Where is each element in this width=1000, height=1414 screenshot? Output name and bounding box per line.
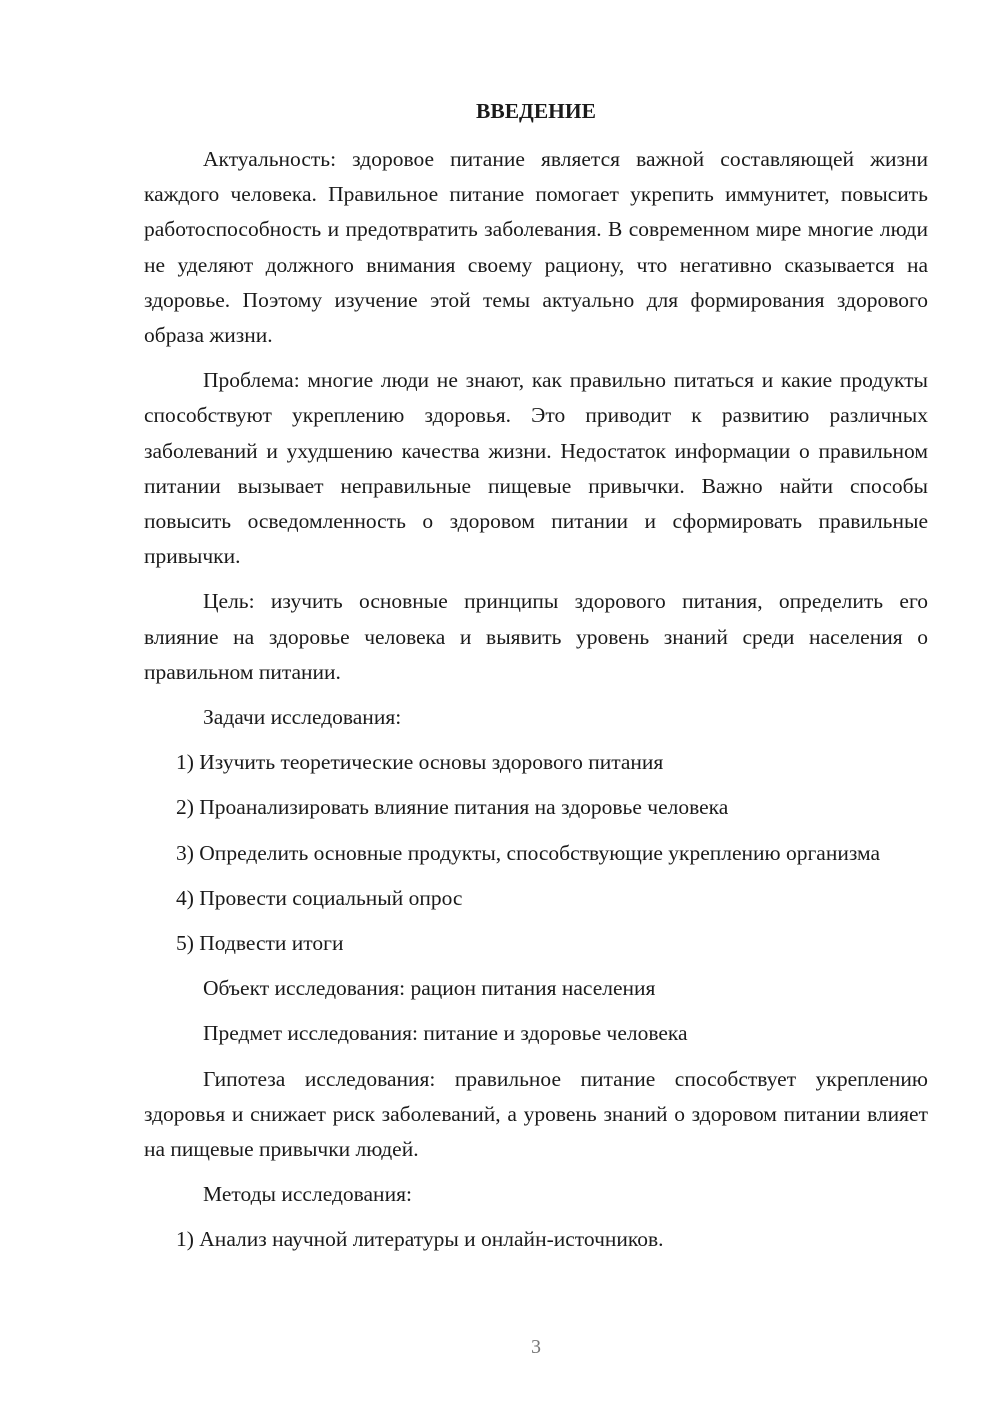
- paragraph-tasks-heading: Задачи исследования:: [203, 705, 402, 730]
- paragraph-problem: Проблема: многие люди не знают, как правильно питаться и какие продукты способствуют укреплению здоровья. Это приводит к развитию различных заболеваний и ухудшению качества жизни. Недостаток информации о правильном питании вызывает неправильные пищевые привычки. Важно найти способы повысить осведомленность о здоровом питании и сформировать правильные привычки.: [144, 368, 928, 569]
- paragraph-relevance: Актуальность: здоровое питание является важной составляющей жизни каждого человека. Правильное питание помогает укрепить иммунитет, повысить работоспособность и предотвратить заболевания. В современном мире многие люди не уделяют должного внимания своему рациону, что негативно сказывается на здоровье. Поэтому изучение этой темы актуально для формирования здорового образа жизни.: [144, 147, 928, 348]
- paragraph-goal: Цель: изучить основные принципы здорового питания, определить его влияние на здоровье человека и выявить уровень знаний среди населения о правильном питании.: [144, 589, 928, 684]
- paragraph-hypothesis: Гипотеза исследования: правильное питание способствует укреплению здоровья и снижает риск заболеваний, а уровень знаний о здоровом питании влияет на пищевые привычки людей.: [144, 1066, 928, 1162]
- list-item: 4) Провести социальный опрос: [176, 885, 463, 910]
- paragraph-subject: Предмет исследования: питание и здоровье человека: [203, 1021, 688, 1046]
- list-item: 1) Анализ научной литературы и онлайн-источников.: [176, 1227, 664, 1252]
- list-item: 1) Изучить теоретические основы здорового питания: [176, 750, 664, 775]
- list-item: 5) Подвести итоги: [176, 931, 344, 956]
- section-heading: ВВЕДЕНИЕ: [476, 99, 596, 123]
- page-number: 3: [531, 1336, 541, 1358]
- list-item: 2) Проанализировать влияние питания на здоровье человека: [176, 795, 729, 820]
- list-item: 3) Определить основные продукты, способствующие укреплению организма: [176, 840, 881, 865]
- paragraph-object: Объект исследования: рацион питания населения: [203, 976, 656, 1001]
- document-body: [144, 142, 928, 1268]
- paragraph-methods-heading: Методы исследования:: [203, 1182, 412, 1207]
